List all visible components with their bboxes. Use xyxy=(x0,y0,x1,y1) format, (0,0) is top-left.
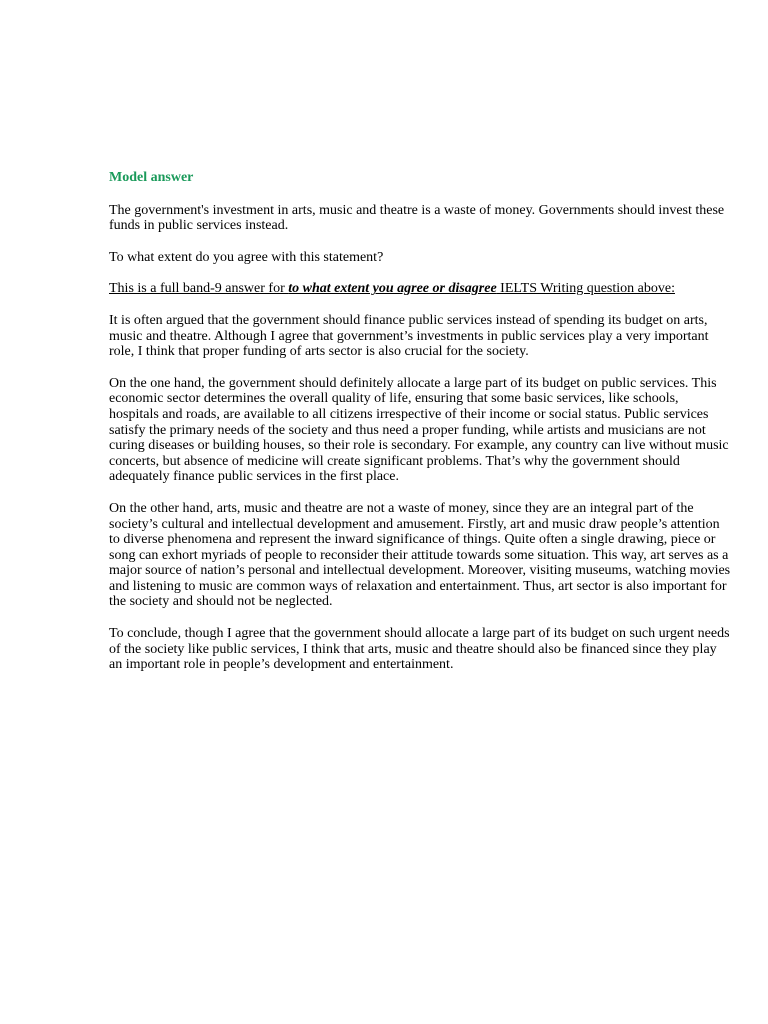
intro-line xyxy=(109,281,731,297)
intro-line-after: IELTS Writing question above: xyxy=(496,281,675,297)
question-prompt: To what extent do you agree with this statement? xyxy=(109,249,384,265)
intro-line-before: This is a full band-9 answer for xyxy=(109,281,289,297)
essay-paragraph-conclusion: To conclude, though I agree that the government should allocate a large part of its budget on such urgent needs of the society like public services, I think that arts, music and theatre should also be financed since they play an important role in people’s development and entertainment. xyxy=(109,626,730,673)
essay-paragraph-body-2: On the other hand, arts, music and theatre are not a waste of money, since they are an integral part of the society’s cultural and intellectual development and amusement. Firstly, art and music draw people’s attention to diverse phenomena and represent the inward significance of things. Quite often a single drawing, piece or song can exhort myriads of people to reconsider their attitude towards some situation. This way, art serves as a major source of nation’s personal and intellectual development. Moreover, visiting museums, watching movies and listening to music are common ways of relaxation and entertainment. Thus, art sector is also important for the society and should not be neglected. xyxy=(109,500,731,610)
essay-paragraph-body-1: On the one hand, the government should definitely allocate a large part of its budget on public services. This economic sector determines the overall quality of life, ensuring that some basic services, like schools, hospitals and roads, are available to all citizens irrespective of their income or social status. Public services satisfy the primary needs of the society and thus need a proper funding, while artists and musicians are not curing diseases or building houses, so their role is secondary. For example, any country can live without music concerts, but absence of medicine will create significant problems. That’s why the government should adequately finance public services in the first place. xyxy=(109,375,729,485)
question-statement: The government's investment in arts, music and theatre is a waste of money. Governments should invest these funds in public services instead. xyxy=(109,202,725,234)
intro-line-emphasis: to what extent you agree or disagree xyxy=(288,281,497,297)
essay-paragraph-introduction: It is often argued that the government should finance public services instead of spending its budget on arts, music and theatre. Although I agree that government’s investments in public services play a very important role, I think that proper funding of arts sector is also crucial for the society. xyxy=(109,312,709,360)
heading-model-answer: Model answer xyxy=(109,170,194,185)
